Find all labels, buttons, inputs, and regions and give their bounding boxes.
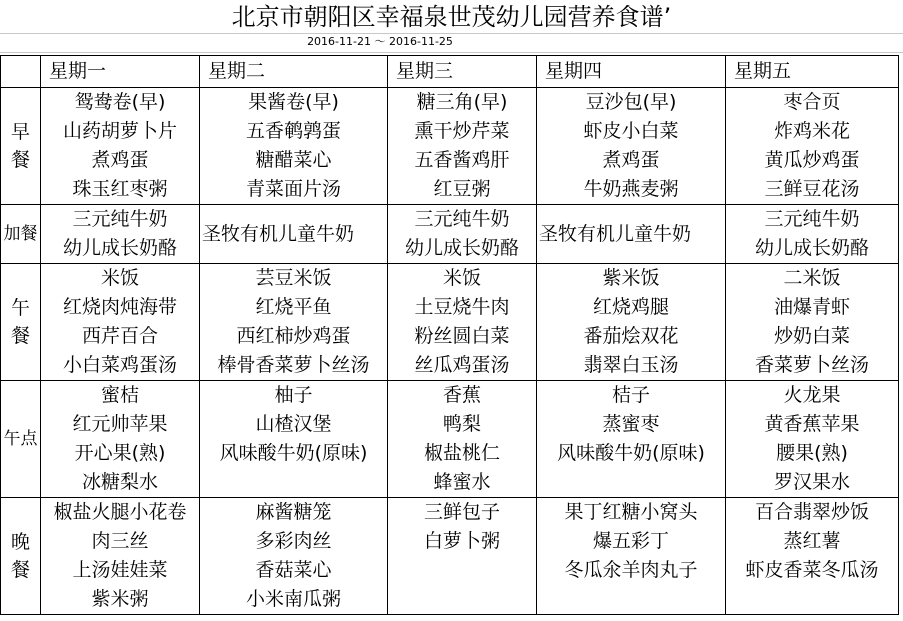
menu-cell: 冰糖梨水 (41, 468, 200, 498)
meal-label: 午餐 (1, 264, 41, 381)
table-row (1, 556, 899, 585)
menu-body (1, 56, 899, 615)
table-row (1, 264, 899, 294)
menu-cell: 米饭 (41, 264, 200, 294)
menu-cell: 麻酱糖笼 (200, 498, 388, 528)
menu-cell: 红烧肉炖海带 (41, 293, 200, 322)
menu-cell: 鸳鸯卷(早) (41, 88, 200, 118)
menu-cell: 香菜萝卜丝汤 (726, 351, 899, 381)
table-row (1, 205, 899, 235)
menu-cell: 腰果(熟) (726, 439, 899, 468)
grid-line (0, 52, 903, 53)
menu-cell: 黄瓜炒鸡蛋 (726, 146, 899, 175)
menu-cell: 白萝卜粥 (388, 527, 537, 556)
menu-cell: 五香鹌鹑蛋 (200, 117, 388, 146)
menu-cell: 百合翡翠炒饭 (726, 498, 899, 528)
menu-cell: 五香酱鸡肝 (388, 146, 537, 175)
menu-cell: 果丁红糖小窝头 (537, 498, 726, 528)
menu-cell: 鸭梨 (388, 410, 537, 439)
menu-cell: 桔子 (537, 381, 726, 411)
meal-label: 午点 (1, 381, 41, 498)
menu-table (0, 55, 899, 615)
header-day: 星期五 (726, 56, 899, 88)
header-row (1, 56, 899, 88)
menu-cell: 红烧平鱼 (200, 293, 388, 322)
menu-cell: 椒盐火腿小花卷 (41, 498, 200, 528)
menu-cell: 翡翠白玉汤 (537, 351, 726, 381)
menu-cell: 油爆青虾 (726, 293, 899, 322)
menu-cell (537, 585, 726, 615)
meal-label: 晚餐 (1, 498, 41, 615)
table-row (1, 410, 899, 439)
menu-cell: 圣牧有机儿童牛奶 (200, 205, 388, 264)
menu-cell: 番茄烩双花 (537, 322, 726, 351)
menu-cell: 红豆粥 (388, 175, 537, 205)
table-row (1, 146, 899, 175)
menu-cell: 三元纯牛奶 (388, 205, 537, 235)
menu-cell (726, 585, 899, 615)
header-day: 星期二 (200, 56, 388, 88)
menu-cell: 丝瓜鸡蛋汤 (388, 351, 537, 381)
menu-cell: 虾皮小白菜 (537, 117, 726, 146)
menu-cell: 三元纯牛奶 (41, 205, 200, 235)
menu-cell: 二米饭 (726, 264, 899, 294)
table-row (1, 88, 899, 118)
menu-cell: 芸豆米饭 (200, 264, 388, 294)
menu-cell: 三元纯牛奶 (726, 205, 899, 235)
menu-cell: 幼儿成长奶酪 (388, 234, 537, 264)
menu-cell: 肉三丝 (41, 527, 200, 556)
menu-cell: 紫米饭 (537, 264, 726, 294)
menu-cell: 蒸蜜枣 (537, 410, 726, 439)
menu-cell: 煮鸡蛋 (537, 146, 726, 175)
table-row (1, 527, 899, 556)
menu-cell: 蜜桔 (41, 381, 200, 411)
menu-cell: 风味酸牛奶(原味) (537, 439, 726, 468)
menu-cell: 爆五彩丁 (537, 527, 726, 556)
table-row (1, 175, 899, 205)
menu-cell: 紫米粥 (41, 585, 200, 615)
table-row (1, 351, 899, 381)
menu-cell: 开心果(熟) (41, 439, 200, 468)
menu-cell: 西红柿炒鸡蛋 (200, 322, 388, 351)
menu-cell: 红元帅苹果 (41, 410, 200, 439)
meal-label: 加餐 (1, 205, 41, 264)
menu-cell: 炒奶白菜 (726, 322, 899, 351)
menu-cell: 西芹百合 (41, 322, 200, 351)
table-row (1, 585, 899, 615)
menu-cell (388, 585, 537, 615)
menu-cell: 果酱卷(早) (200, 88, 388, 118)
menu-cell: 小白菜鸡蛋汤 (41, 351, 200, 381)
menu-cell: 炸鸡米花 (726, 117, 899, 146)
menu-cell: 三鲜豆花汤 (726, 175, 899, 205)
menu-cell: 米饭 (388, 264, 537, 294)
menu-cell (537, 468, 726, 498)
menu-cell: 多彩肉丝 (200, 527, 388, 556)
menu-cell: 山楂汉堡 (200, 410, 388, 439)
menu-cell: 牛奶燕麦粥 (537, 175, 726, 205)
menu-cell: 柚子 (200, 381, 388, 411)
date-range: 2016-11-21 ～ 2016-11-25 (307, 35, 453, 48)
menu-cell: 煮鸡蛋 (41, 146, 200, 175)
menu-cell: 冬瓜氽羊肉丸子 (537, 556, 726, 585)
menu-cell: 圣牧有机儿童牛奶 (537, 205, 726, 264)
menu-cell: 香菇菜心 (200, 556, 388, 585)
table-row (1, 322, 899, 351)
menu-cell: 三鲜包子 (388, 498, 537, 528)
menu-cell: 棒骨香菜萝卜丝汤 (200, 351, 388, 381)
menu-cell: 上汤娃娃菜 (41, 556, 200, 585)
menu-cell: 火龙果 (726, 381, 899, 411)
page-title: 北京市朝阳区幸福泉世茂幼儿园营养食谱’ (231, 3, 672, 31)
header-day: 星期三 (388, 56, 537, 88)
menu-cell: 糖三角(早) (388, 88, 537, 118)
menu-cell: 风味酸牛奶(原味) (200, 439, 388, 468)
menu-cell: 熏干炒芹菜 (388, 117, 537, 146)
table-row (1, 439, 899, 468)
menu-cell (200, 468, 388, 498)
menu-cell: 枣合页 (726, 88, 899, 118)
table-row (1, 498, 899, 528)
header-corner (1, 56, 41, 88)
menu-cell: 黄香蕉苹果 (726, 410, 899, 439)
menu-cell: 蒸红薯 (726, 527, 899, 556)
table-row (1, 117, 899, 146)
menu-cell: 虾皮香菜冬瓜汤 (726, 556, 899, 585)
menu-cell: 山药胡萝卜片 (41, 117, 200, 146)
menu-cell: 小米南瓜粥 (200, 585, 388, 615)
table-row (1, 381, 899, 411)
menu-cell: 香蕉 (388, 381, 537, 411)
menu-cell: 豆沙包(早) (537, 88, 726, 118)
menu-cell: 蜂蜜水 (388, 468, 537, 498)
table-row (1, 234, 899, 264)
menu-cell: 幼儿成长奶酪 (726, 234, 899, 264)
menu-cell: 糖醋菜心 (200, 146, 388, 175)
meal-label: 早餐 (1, 88, 41, 205)
header-day: 星期四 (537, 56, 726, 88)
menu-cell: 罗汉果水 (726, 468, 899, 498)
menu-cell: 红烧鸡腿 (537, 293, 726, 322)
menu-cell: 粉丝圆白菜 (388, 322, 537, 351)
menu-cell (388, 556, 537, 585)
table-row (1, 468, 899, 498)
menu-cell: 青菜面片汤 (200, 175, 388, 205)
grid-line (0, 33, 903, 34)
menu-cell: 珠玉红枣粥 (41, 175, 200, 205)
menu-cell: 椒盐桃仁 (388, 439, 537, 468)
menu-cell: 幼儿成长奶酪 (41, 234, 200, 264)
header-day: 星期一 (41, 56, 200, 88)
menu-cell: 土豆烧牛肉 (388, 293, 537, 322)
table-row (1, 293, 899, 322)
